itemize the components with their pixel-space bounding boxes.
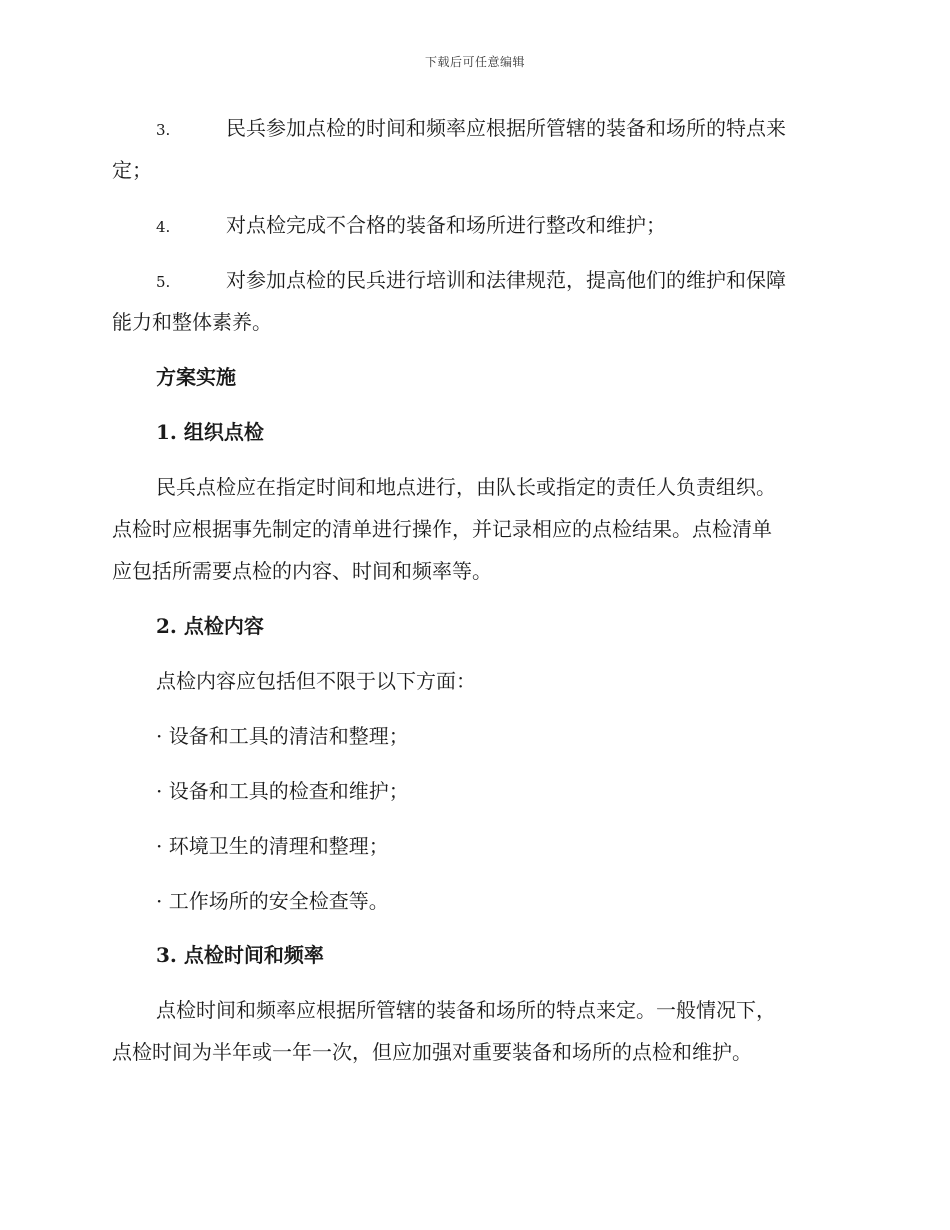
- bullet-item: · 设备和工具的检查和维护；: [156, 779, 409, 803]
- list-number: 5.: [156, 273, 171, 291]
- list-item-3: [156, 116, 786, 142]
- list-item-5: [156, 268, 786, 294]
- paragraph-line: 点检时应根据事先制定的清单进行操作，并记录相应的点检结果。点检清单: [112, 517, 772, 541]
- paragraph-line: 民兵点检应在指定时间和地点进行，由队长或指定的责任人负责组织。: [156, 475, 776, 499]
- subsection-title-3: 3. 点检时间和频率: [156, 943, 324, 967]
- page-header-note: 下载后可任意编辑: [424, 55, 525, 69]
- list-text: 对参加点检的民兵进行培训和法律规范，提高他们的维护和保障: [226, 268, 786, 292]
- paragraph-line: 点检时间和频率应根据所管辖的装备和场所的特点来定。一般情况下，: [156, 998, 776, 1022]
- list-number: 4.: [156, 218, 171, 236]
- list-item-3-continuation: 定；: [112, 158, 152, 182]
- list-text: 民兵参加点检的时间和频率应根据所管辖的装备和场所的特点来: [226, 116, 786, 140]
- list-item-5-continuation: 能力和整体素养。: [112, 310, 272, 334]
- subsection-title-1: 1. 组织点检: [156, 420, 264, 444]
- paragraph-line: 应包括所需要点检的内容、时间和频率等。: [112, 559, 492, 583]
- list-number: 3.: [156, 121, 171, 139]
- list-item-4: [156, 213, 666, 239]
- section-title: 方案实施: [156, 365, 236, 389]
- bullet-item: · 环境卫生的清理和整理；: [156, 834, 389, 858]
- paragraph-line: 点检内容应包括但不限于以下方面：: [156, 669, 476, 693]
- list-text: 对点检完成不合格的装备和场所进行整改和维护；: [226, 213, 666, 237]
- subsection-title-2: 2. 点检内容: [156, 614, 264, 638]
- bullet-item: · 工作场所的安全检查等。: [156, 889, 389, 913]
- bullet-item: · 设备和工具的清洁和整理；: [156, 724, 409, 748]
- paragraph-line: 点检时间为半年或一年一次，但应加强对重要装备和场所的点检和维护。: [112, 1040, 752, 1064]
